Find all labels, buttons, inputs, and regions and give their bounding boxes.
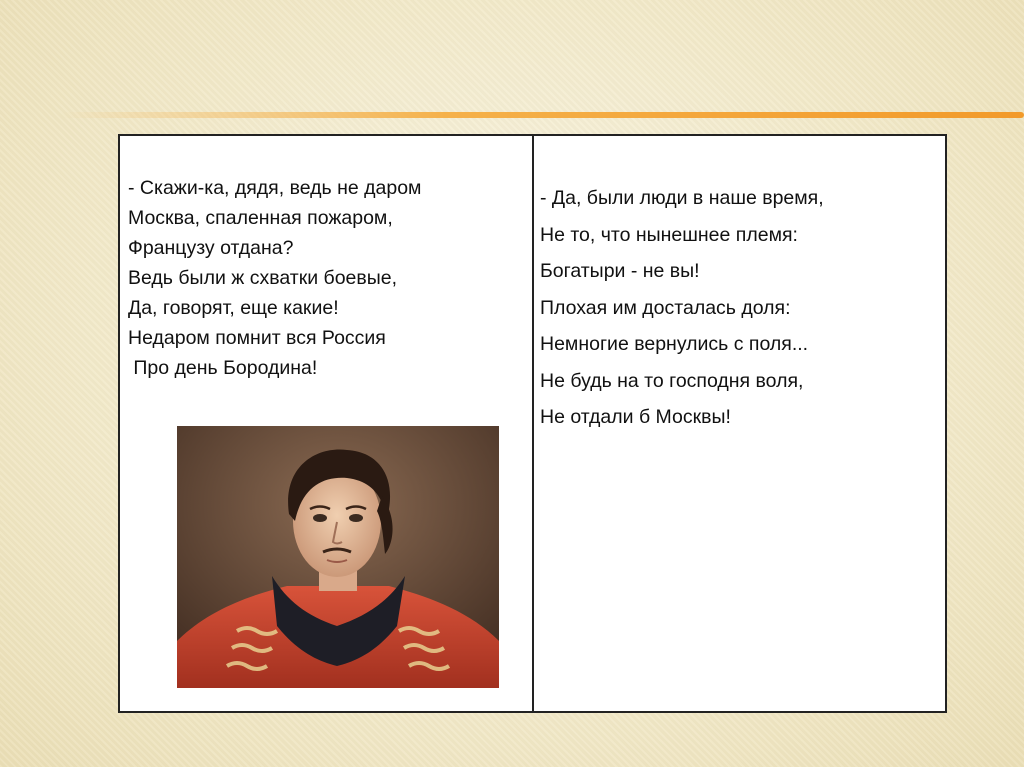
right-cell [540, 180, 936, 436]
poem-line: - Да, были люди в наше время, [540, 187, 824, 209]
poem-line: Французу отдана? [128, 237, 294, 259]
portrait-painting-icon [177, 426, 499, 688]
poem-line: Богатыри - не вы! [540, 260, 700, 282]
poem-line: Не то, что нынешнее племя: [540, 223, 798, 246]
poem-line: Ведь были ж схватки боевые, [128, 267, 398, 289]
accent-rule [60, 112, 1024, 118]
portrait-image [177, 426, 499, 688]
poem-line: Недаром помнит вся Россия [128, 327, 386, 349]
poem-table [118, 134, 947, 713]
poem-line: Плохая им досталась доля: [540, 296, 791, 319]
column-divider [532, 136, 534, 711]
poem-line: - Скажи-ка, дядя, ведь не даром [128, 177, 422, 199]
poem-line: Не отдали б Москвы! [540, 406, 731, 428]
poem-line: Москва, спаленная пожаром, [128, 207, 393, 229]
poem-line: Немногие вернулись с поля... [540, 333, 809, 355]
poem-line: Да, говорят, еще какие! [128, 297, 339, 319]
poem-line: Про день Бородина! [128, 357, 318, 379]
poem-line: Не будь на то господня воля, [540, 369, 804, 392]
left-cell [128, 173, 524, 383]
